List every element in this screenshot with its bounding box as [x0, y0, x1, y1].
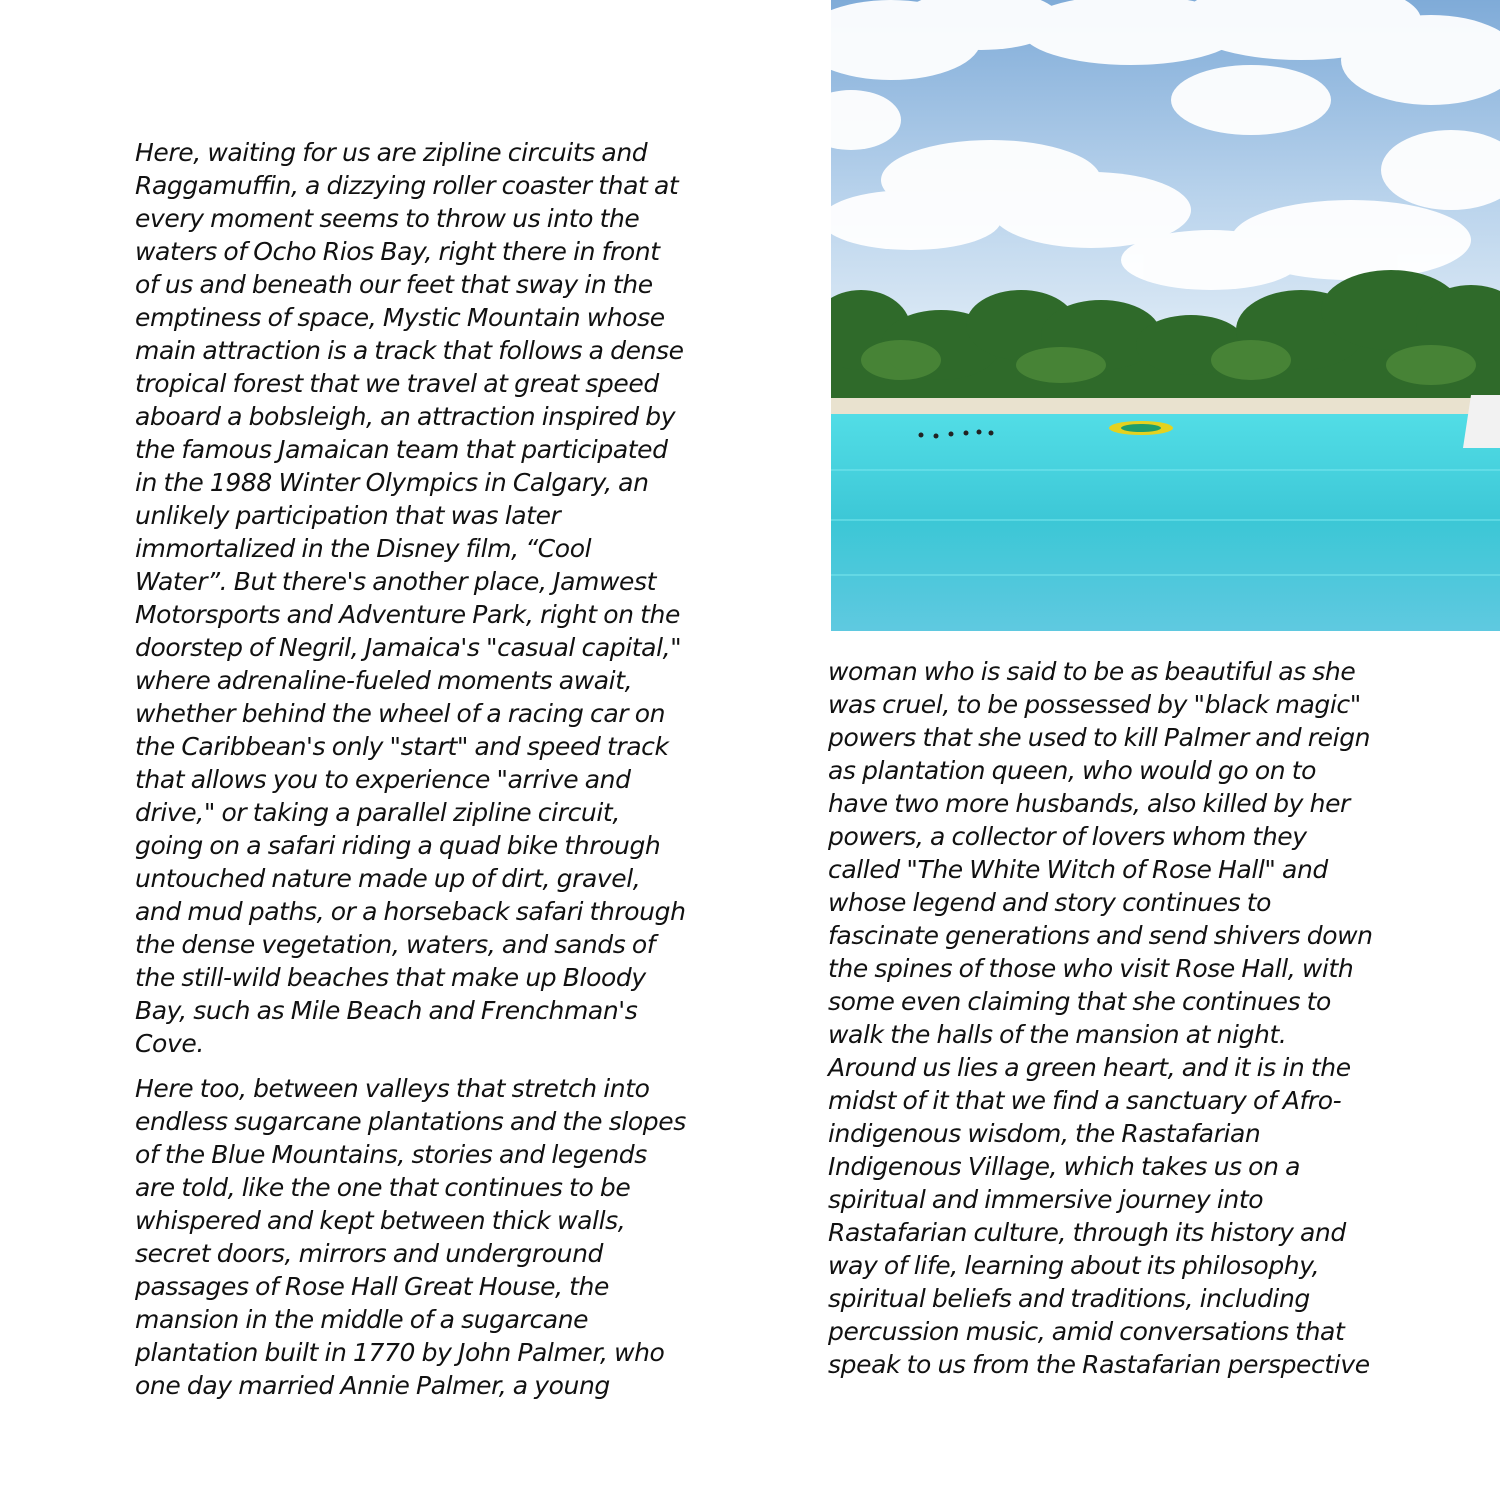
sea-water	[831, 414, 1500, 631]
left-text-column	[135, 136, 687, 1402]
beach-photo-illustration	[831, 0, 1500, 631]
right-paragraph-2: Around us lies a green heart, and it is in the midst of it that we find a sanctuary of Afro-indigenous wisdom, the Rastafarian Indigenous Village, which takes us on a spiritual and immersive journey into Rastafarian culture, through its history and way of life, learning about its philosophy, spiritual beliefs and traditions, including percussion music, amid conversations that speak to us from the Rastafarian perspective	[828, 1053, 1370, 1379]
right-paragraph-1: woman who is said to be as beautiful as she was cruel, to be possessed by "black magic" powers that she used to kill Palmer and reign as plantation queen, who would go on to have two more husbands, also killed by her powers, a collector of lovers whom they called "The White Witch of Rose Hall" and whose legend and story continues to fascinate generations and send shivers down the spines of those who visit Rose Hall, with some even claiming that she continues to walk the halls of the mansion at night.	[828, 657, 1373, 1049]
right-text-column	[828, 655, 1380, 1381]
left-paragraph-1: Here, waiting for us are zipline circuits and Raggamuffin, a dizzying roller coaster that at every moment seems to throw us into the waters of Ocho Rios Bay, right there in front of us and beneath our feet that sway in the emptiness of space, Mystic Mountain whose main attraction is a track that follows a dense tropical forest that we travel at great speed aboard a bobsleigh, an attraction inspired by the famous Jamaican team that participated in the 1988 Winter Olympics in Calgary, an unlikely participation that was later immortalized in the Disney film, “Cool Water”. But there's another place, Jamwest Motorsports and Adventure Park, right on the doorstep of Negril, Jamaica's "casual capital," where adrenaline-fueled moments await, whether behind the wheel of a racing car on the Caribbean's only "start" and speed track that allows you to experience "arrive and drive," or taking a parallel zipline circuit, going on a safari riding a quad bike through untouched nature made up of dirt, gravel, and mud paths, or a horseback safari through the dense vegetation, waters, and sands of the still-wild beaches that make up Bloody Bay, such as Mile Beach and Frenchman's Cove.	[135, 138, 686, 1058]
left-paragraph-2: Here too, between valleys that stretch into endless sugarcane plantations and the slopes of the Blue Mountains, stories and legends are told, like the one that continues to be whispered and kept between thick walls, secret doors, mirrors and underground passages of Rose Hall Great House, the mansion in the middle of a sugarcane plantation built in 1770 by John Palmer, who one day married Annie Palmer, a young	[135, 1074, 686, 1400]
sand-strip	[831, 398, 1500, 416]
beach-photo	[831, 0, 1500, 631]
